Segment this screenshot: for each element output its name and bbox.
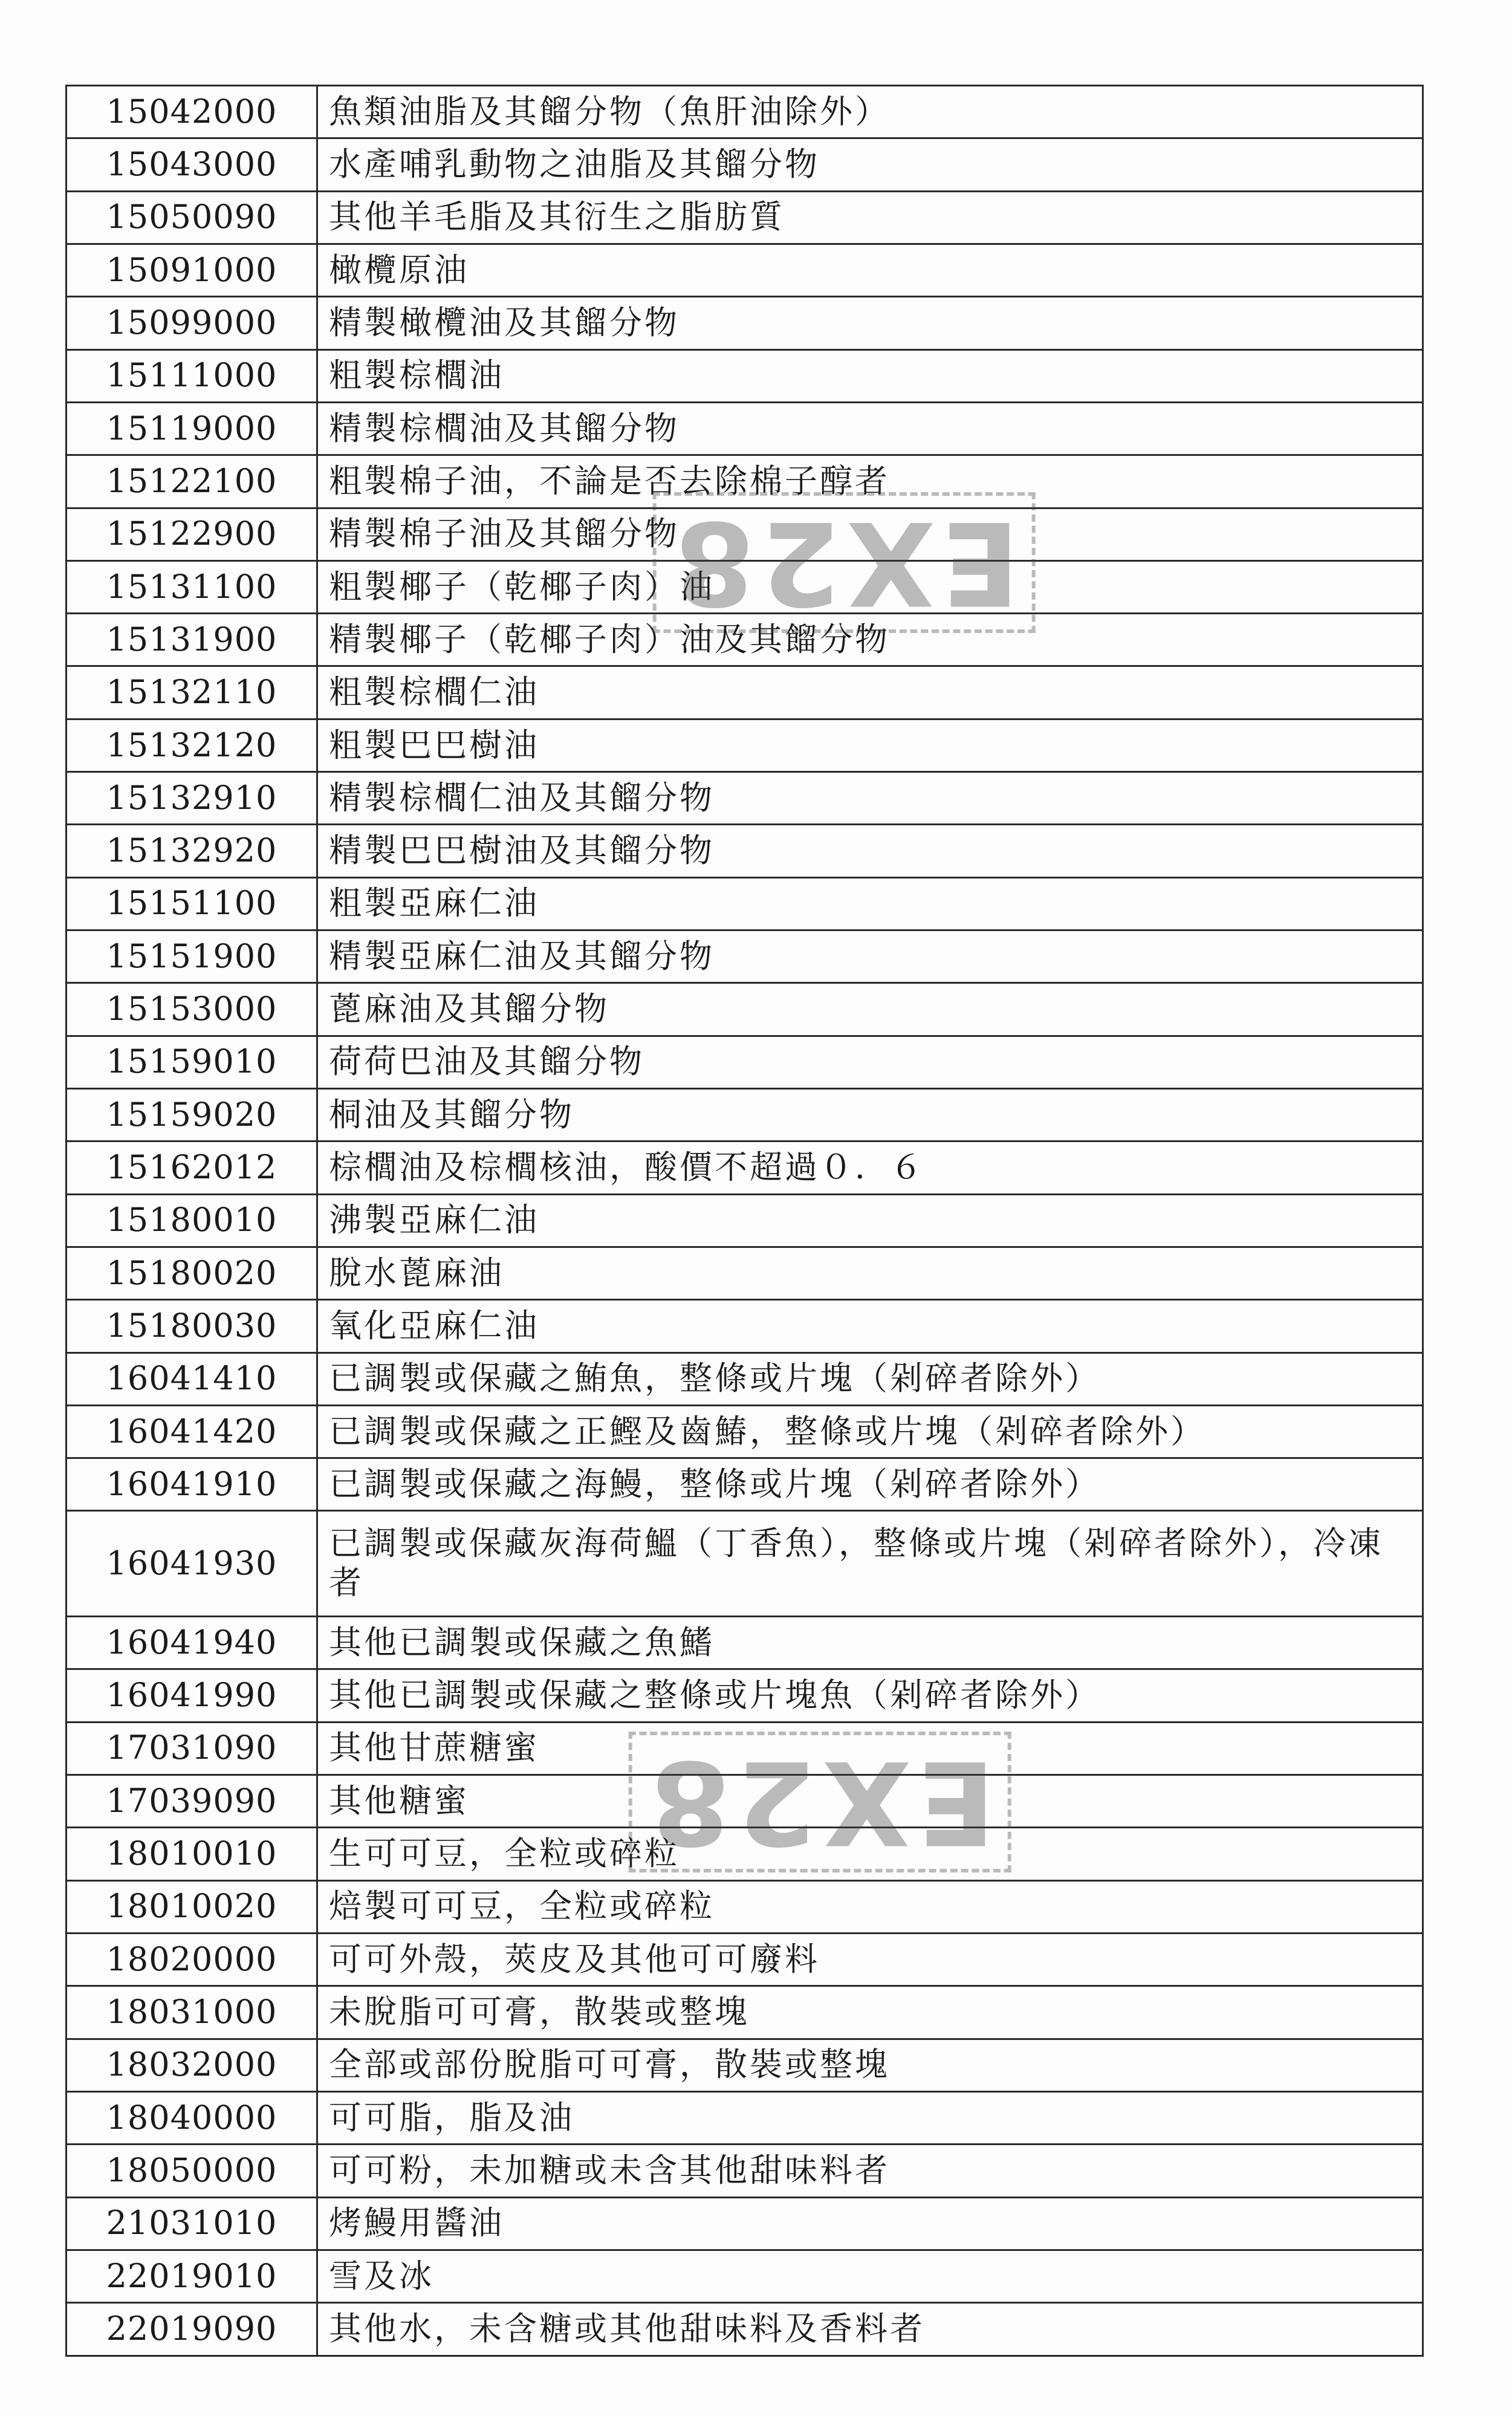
tariff-code-cell: 16041940	[67, 1617, 317, 1669]
tariff-code-cell: 21031010	[67, 2197, 317, 2250]
description-cell: 未脫脂可可膏，散裝或整塊	[317, 1986, 1423, 2039]
tariff-code-cell: 15091000	[67, 244, 317, 296]
tariff-code-cell: 15119000	[67, 402, 317, 455]
table-row	[67, 1722, 1423, 1775]
description-cell: 氧化亞麻仁油	[317, 1300, 1423, 1353]
table-row	[67, 1458, 1423, 1511]
table-row	[67, 508, 1423, 560]
table-row	[67, 244, 1423, 296]
table-row	[67, 2303, 1423, 2356]
table-row	[67, 86, 1423, 138]
description-cell: 可可粉，未加糖或未含其他甜味料者	[317, 2145, 1423, 2197]
description-cell: 粗製棉子油，不論是否去除棉子醇者	[317, 455, 1423, 508]
table-row	[67, 2145, 1423, 2197]
table-row	[67, 983, 1423, 1036]
table-row	[67, 1511, 1423, 1617]
tariff-code-cell: 16041420	[67, 1405, 317, 1458]
table-row	[67, 1405, 1423, 1458]
tariff-code-cell: 15180020	[67, 1247, 317, 1299]
description-cell: 其他羊毛脂及其衍生之脂肪質	[317, 191, 1423, 244]
description-cell: 已調製或保藏之正鰹及齒鰆，整條或片塊（剁碎者除外）	[317, 1405, 1423, 1458]
table-row	[67, 2197, 1423, 2250]
table-body	[67, 86, 1423, 2356]
description-cell: 其他已調製或保藏之魚鰭	[317, 1617, 1423, 1669]
table-row	[67, 1669, 1423, 1722]
tariff-code-cell: 16041930	[67, 1511, 317, 1617]
tariff-code-cell: 15153000	[67, 983, 317, 1036]
table-row	[67, 666, 1423, 719]
table-row	[67, 719, 1423, 771]
tariff-code-cell: 15132120	[67, 719, 317, 771]
tariff-code-cell: 18040000	[67, 2091, 317, 2144]
table-row	[67, 560, 1423, 613]
tariff-code-cell: 15131100	[67, 560, 317, 613]
table-row	[67, 1088, 1423, 1141]
description-cell: 脫水蓖麻油	[317, 1247, 1423, 1299]
description-cell: 精製橄欖油及其餾分物	[317, 297, 1423, 349]
table-row	[67, 877, 1423, 930]
table-row	[67, 1194, 1423, 1247]
stamp-text-lower: EX28	[629, 1732, 1011, 1872]
description-cell: 粗製巴巴樹油	[317, 719, 1423, 771]
table-row	[67, 402, 1423, 455]
description-cell: 橄欖原油	[317, 244, 1423, 296]
description-cell: 雪及冰	[317, 2250, 1423, 2302]
description-cell: 荷荷巴油及其餾分物	[317, 1036, 1423, 1088]
tariff-code-cell: 18050000	[67, 2145, 317, 2197]
tariff-code-cell: 17039090	[67, 1775, 317, 1828]
tariff-code-cell: 15159010	[67, 1036, 317, 1088]
description-cell: 精製棕櫚仁油及其餾分物	[317, 772, 1423, 825]
table-row	[67, 455, 1423, 508]
tariff-code-cell: 15132110	[67, 666, 317, 719]
table-row	[67, 1775, 1423, 1828]
description-cell: 粗製棕櫚仁油	[317, 666, 1423, 719]
description-cell: 粗製亞麻仁油	[317, 877, 1423, 930]
tariff-code-cell: 18031000	[67, 1986, 317, 2039]
table-row	[67, 1617, 1423, 1669]
table-row	[67, 772, 1423, 825]
tariff-code-cell: 18020000	[67, 1933, 317, 1986]
tariff-code-cell: 16041410	[67, 1353, 317, 1405]
description-cell: 烤鰻用醬油	[317, 2197, 1423, 2250]
description-cell: 可可外殼，莢皮及其他可可廢料	[317, 1933, 1423, 1986]
tariff-code-cell: 15122900	[67, 508, 317, 560]
table-row	[67, 1247, 1423, 1299]
description-cell: 精製亞麻仁油及其餾分物	[317, 930, 1423, 983]
table-row	[67, 2039, 1423, 2091]
tariff-code-cell: 22019090	[67, 2303, 317, 2356]
description-cell: 粗製椰子（乾椰子肉）油	[317, 560, 1423, 613]
description-cell: 水產哺乳動物之油脂及其餾分物	[317, 138, 1423, 191]
table-row	[67, 1300, 1423, 1353]
stamp-text-upper: EX28	[653, 492, 1036, 633]
description-cell: 全部或部份脫脂可可膏，散裝或整塊	[317, 2039, 1423, 2091]
description-cell: 粗製棕櫚油	[317, 349, 1423, 402]
table-row	[67, 2250, 1423, 2302]
description-cell: 已調製或保藏灰海荷鰮（丁香魚），整條或片塊（剁碎者除外），冷凍者	[317, 1511, 1423, 1617]
description-cell: 沸製亞麻仁油	[317, 1194, 1423, 1247]
table-row	[67, 1986, 1423, 2039]
tariff-code-cell: 15111000	[67, 349, 317, 402]
table-row	[67, 1933, 1423, 1986]
tariff-code-cell: 15042000	[67, 86, 317, 138]
table-row	[67, 191, 1423, 244]
tariff-code-cell: 15122100	[67, 455, 317, 508]
tariff-code-cell: 15050090	[67, 191, 317, 244]
tariff-code-cell: 22019010	[67, 2250, 317, 2302]
description-cell: 已調製或保藏之鮪魚，整條或片塊（剁碎者除外）	[317, 1353, 1423, 1405]
tariff-code-cell: 16041910	[67, 1458, 317, 1511]
description-cell: 其他水，未含糖或其他甜味料及香料者	[317, 2303, 1423, 2356]
table-row	[67, 1880, 1423, 1933]
table-row	[67, 1828, 1423, 1880]
tariff-code-cell: 15132910	[67, 772, 317, 825]
tariff-code-cell: 15180010	[67, 1194, 317, 1247]
tariff-code-cell: 18032000	[67, 2039, 317, 2091]
tariff-code-cell: 18010010	[67, 1828, 317, 1880]
description-cell: 桐油及其餾分物	[317, 1088, 1423, 1141]
description-cell: 魚類油脂及其餾分物（魚肝油除外）	[317, 86, 1423, 138]
description-cell: 精製椰子（乾椰子肉）油及其餾分物	[317, 614, 1423, 666]
table-row	[67, 1353, 1423, 1405]
description-cell: 棕櫚油及棕櫚核油，酸價不超過０．６	[317, 1141, 1423, 1194]
table-row	[67, 138, 1423, 191]
table-row	[67, 930, 1423, 983]
tariff-code-cell: 15162012	[67, 1141, 317, 1194]
tariff-code-cell: 15151900	[67, 930, 317, 983]
table-row	[67, 297, 1423, 349]
table-row	[67, 1036, 1423, 1088]
table-row	[67, 2091, 1423, 2144]
tariff-code-cell: 15043000	[67, 138, 317, 191]
description-cell: 生可可豆，全粒或碎粒	[317, 1828, 1423, 1880]
description-cell: 其他已調製或保藏之整條或片塊魚（剁碎者除外）	[317, 1669, 1423, 1722]
tariff-code-cell: 15180030	[67, 1300, 317, 1353]
table-row	[67, 614, 1423, 666]
table-row	[67, 1141, 1423, 1194]
description-cell: 焙製可可豆，全粒或碎粒	[317, 1880, 1423, 1933]
tariff-code-cell: 16041990	[67, 1669, 317, 1722]
description-cell: 其他糖蜜	[317, 1775, 1423, 1828]
description-cell: 其他甘蔗糖蜜	[317, 1722, 1423, 1775]
description-cell: 蓖麻油及其餾分物	[317, 983, 1423, 1036]
tariff-code-cell: 15151100	[67, 877, 317, 930]
tariff-code-table	[65, 85, 1424, 2357]
tariff-code-cell: 15131900	[67, 614, 317, 666]
description-cell: 可可脂，脂及油	[317, 2091, 1423, 2144]
table-row	[67, 349, 1423, 402]
description-cell: 已調製或保藏之海鰻，整條或片塊（剁碎者除外）	[317, 1458, 1423, 1511]
description-cell: 精製棕櫚油及其餾分物	[317, 402, 1423, 455]
table-row	[67, 825, 1423, 877]
tariff-code-cell: 17031090	[67, 1722, 317, 1775]
description-cell: 精製巴巴樹油及其餾分物	[317, 825, 1423, 877]
description-cell: 精製棉子油及其餾分物	[317, 508, 1423, 560]
tariff-code-cell: 15132920	[67, 825, 317, 877]
tariff-code-cell: 15159020	[67, 1088, 317, 1141]
tariff-code-cell: 15099000	[67, 297, 317, 349]
tariff-code-cell: 18010020	[67, 1880, 317, 1933]
